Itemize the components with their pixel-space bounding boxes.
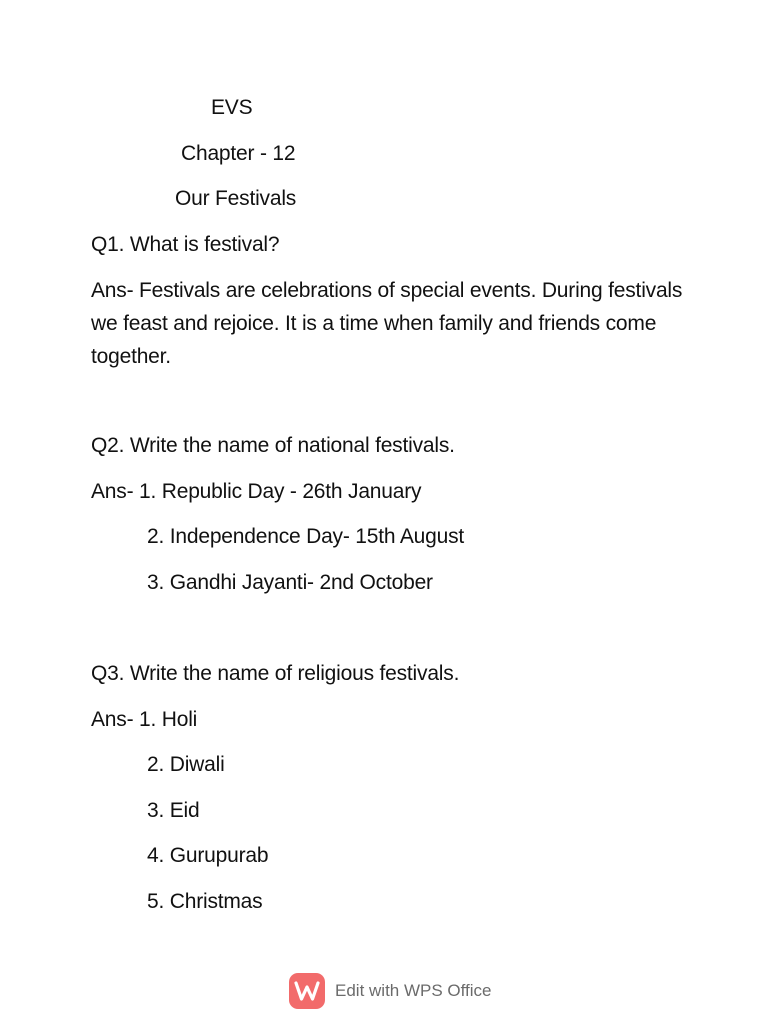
answer-3-item: 5. Christmas (147, 890, 263, 913)
answer-1: Ans- Festivals are celebrations of special events. During festivals we feast and rejoice. It is a time when family and friends come together. (91, 279, 683, 368)
question-3: Q3. Write the name of religious festivals. (91, 662, 460, 685)
answer-3-item: 3. Eid (147, 799, 200, 822)
wps-footer[interactable] (289, 972, 492, 1010)
subject-heading: EVS (211, 96, 253, 119)
page-title: Our Festivals (175, 187, 297, 210)
wps-footer-text[interactable]: Edit with WPS Office (335, 981, 492, 1000)
question-2: Q2. Write the name of national festivals. (91, 434, 455, 457)
answer-3-item: Ans- 1. Holi (91, 708, 198, 731)
wps-office-logo-icon (289, 973, 325, 1009)
answer-2-item: Ans- 1. Republic Day - 26th January (91, 480, 422, 503)
answer-3-item: 4. Gurupurab (147, 844, 269, 867)
answer-3-item: 2. Diwali (147, 753, 225, 776)
question-1: Q1. What is festival? (91, 233, 280, 256)
chapter-heading: Chapter - 12 (181, 142, 296, 165)
answer-2-item: 3. Gandhi Jayanti- 2nd October (147, 571, 433, 594)
answer-2-item: 2. Independence Day- 15th August (147, 525, 465, 548)
